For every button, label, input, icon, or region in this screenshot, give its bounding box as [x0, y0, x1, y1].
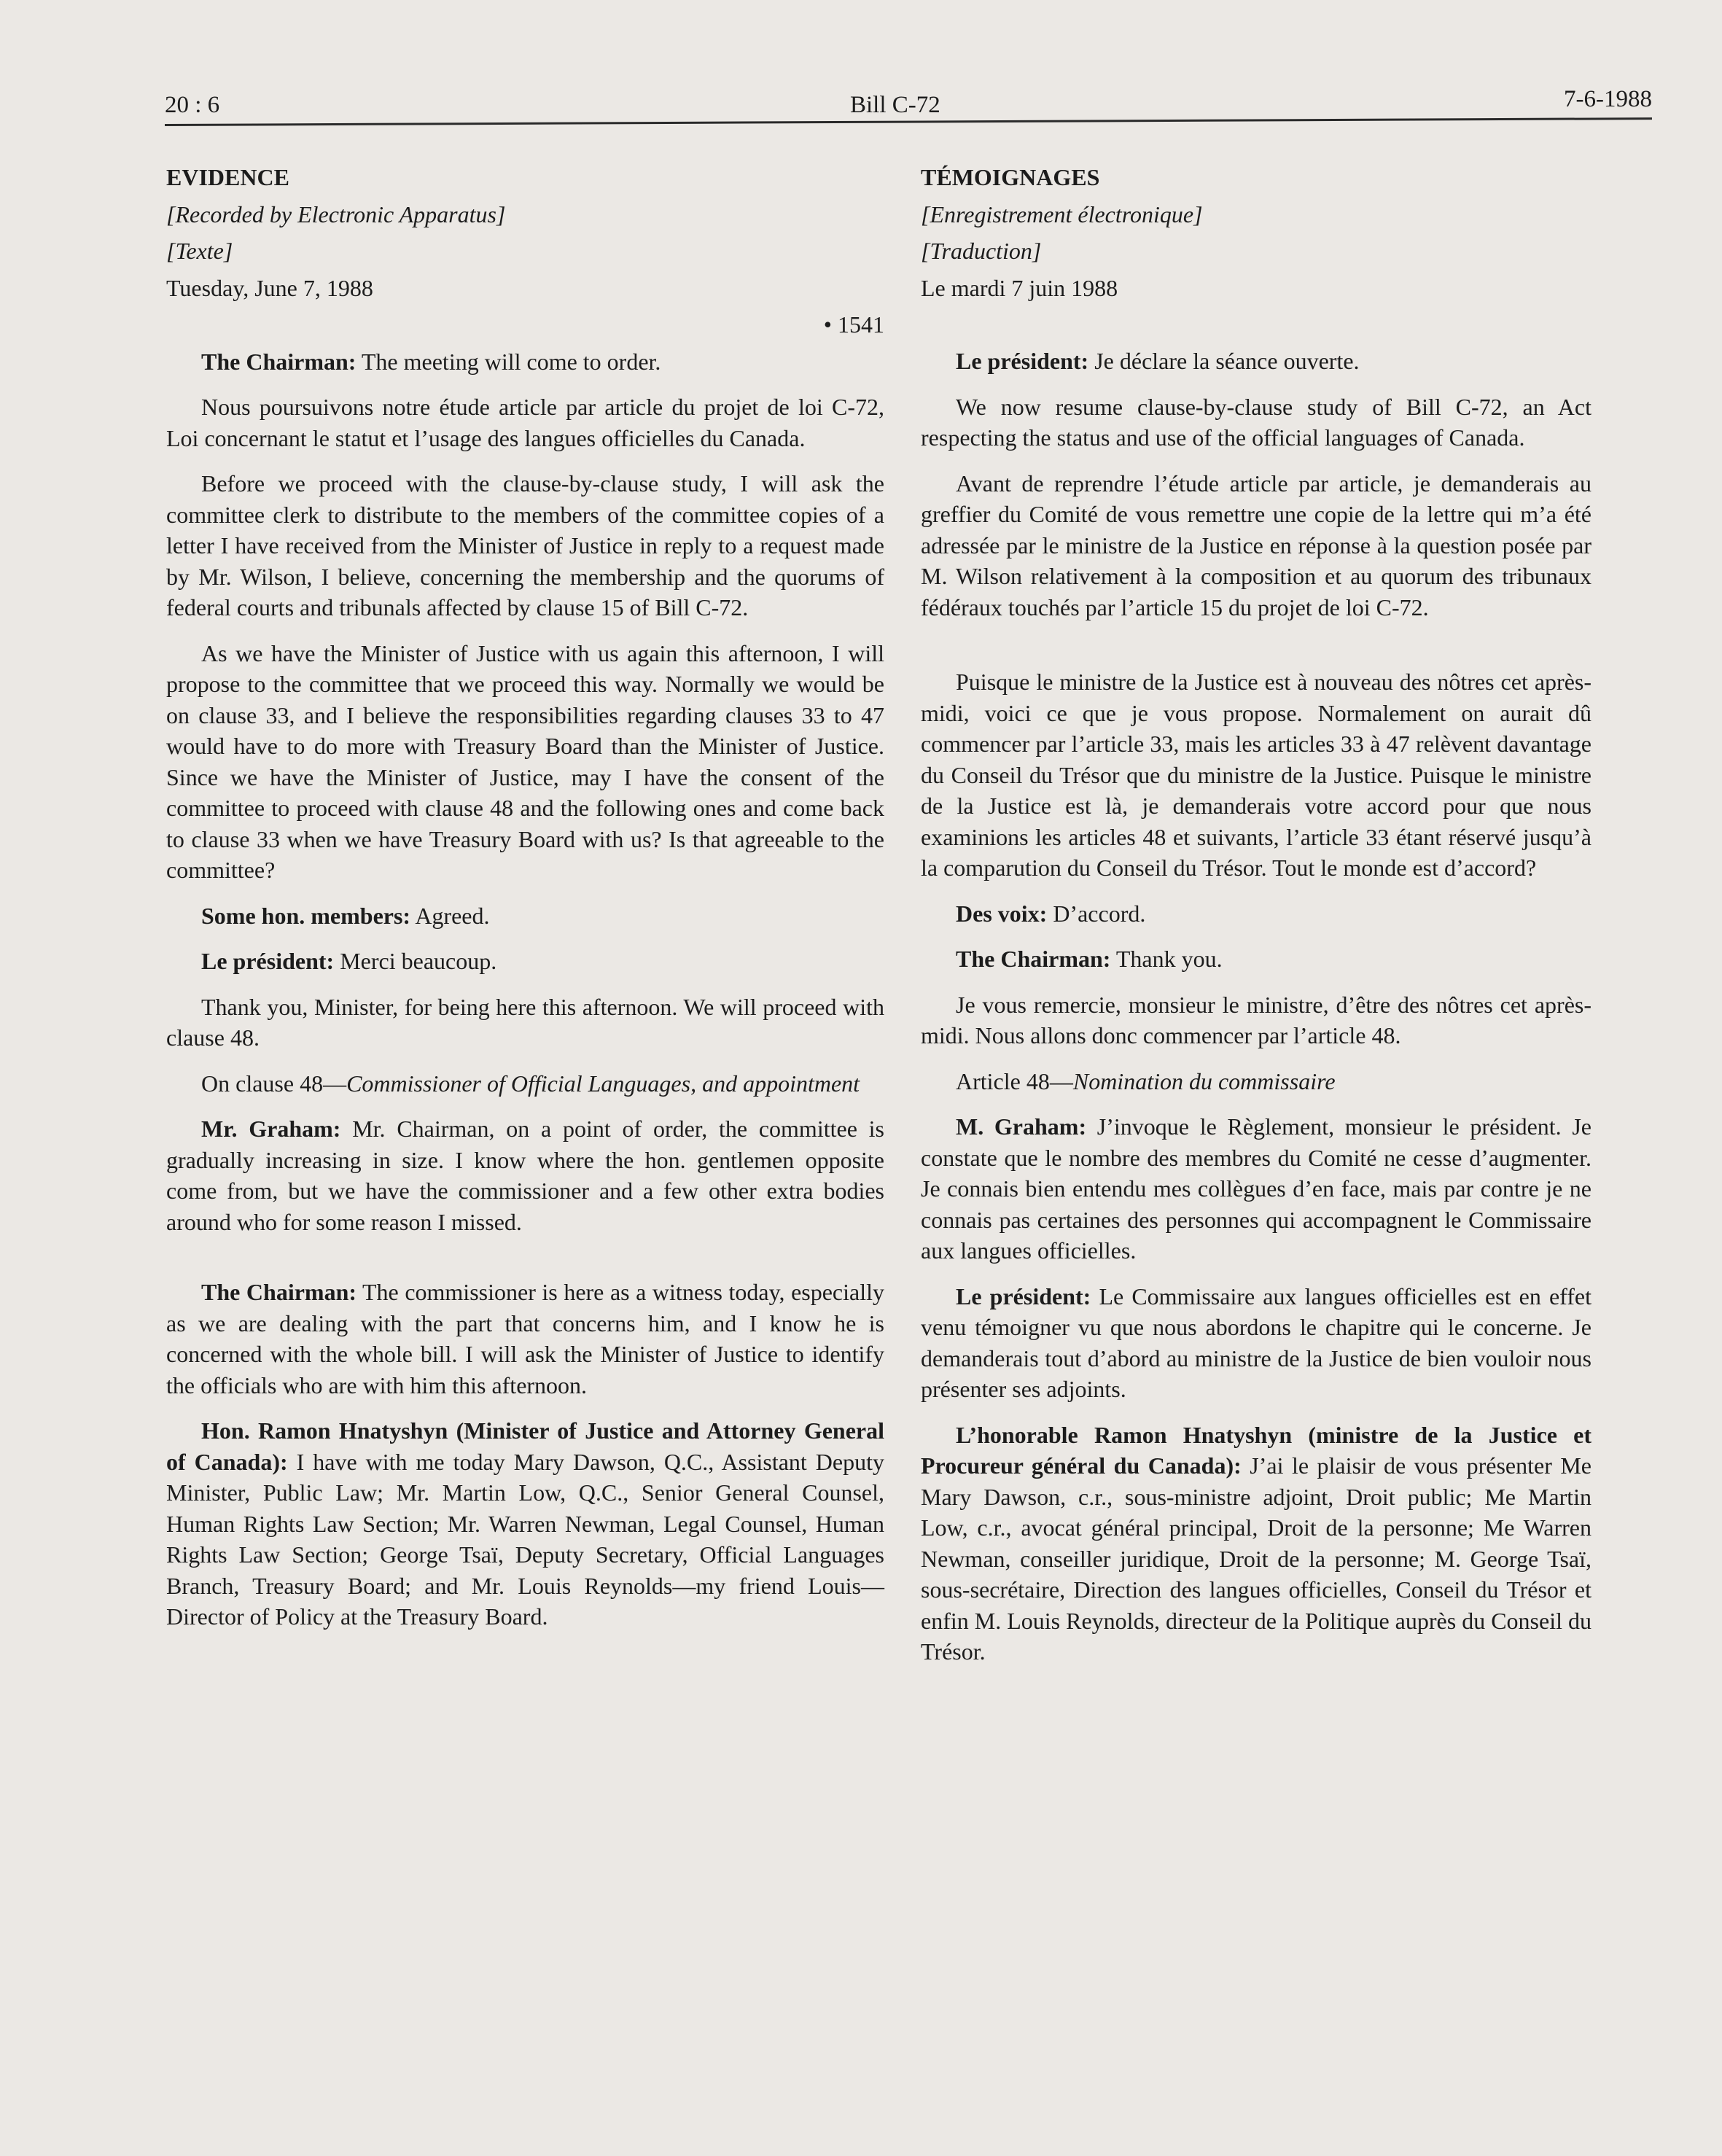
speech-text: Thank you.	[1110, 946, 1223, 972]
recording-note: [Enregistrement électronique]	[921, 201, 1203, 227]
speech-text: Le Commissaire aux langues officielles est en effet venu témoigner vu que nous abordons le chapitre qui le concerne. Je demanderais tout d’abord au ministre de la Justice de bien vouloir nous présenter ses adjoints.	[921, 1283, 1592, 1402]
paragraph	[166, 346, 884, 378]
paragraph	[921, 943, 1592, 975]
language-note: [Traduction]	[921, 238, 1042, 264]
speaker-name: The Chairman:	[956, 946, 1111, 972]
speech-text: Agreed.	[410, 902, 490, 929]
clause-heading	[921, 1066, 1592, 1097]
paragraph	[921, 1111, 1592, 1266]
speaker-name: Le président:	[956, 348, 1089, 374]
clause-prefix: On clause 48—	[201, 1070, 347, 1097]
speech-text: J’ai le plaisir de vous présenter Me Mary Dawson, c.r., sous-ministre adjoint, Droit public; Me Martin Low, c.r., avocat général principal, Droit de la personne; Me Warren Newman, conseiller juridique, Droit de la personne; M. George Tsaï, sous-secrétaire, Direction des langues officielles, Conseil du Trésor et enfin M. Louis Reynolds, directeur de la Politique auprès du Conseil du Trésor.	[921, 1452, 1592, 1665]
paragraph	[166, 900, 884, 932]
speech-text: Je déclare la séance ouverte.	[1088, 348, 1360, 374]
speaker-name: Mr. Graham:	[201, 1116, 341, 1142]
speech-text: I have with me today Mary Dawson, Q.C., Assistant Deputy Minister, Public Law; Mr. Martin Low, Q.C., Senior General Counsel, Human Rights Law Section; Mr. Warren Newman, Legal Counsel, Human Rights Law Section; George Tsaï, Deputy Secretary, Official Languages Branch, Treasury Board; and Mr. Louis Reynolds—my friend Louis—Director of Policy at the Treasury Board.	[166, 1448, 885, 1630]
paragraph: Puisque le ministre de la Justice est à nouveau des nôtres cet après-midi, voici ce que je vous propose. Normalement on aurait dû commencer par l’article 33, mais les articles 33 à 47 relèvent davantage du Conseil du Trésor que du ministre de la Justice. Puisque le ministre de la Justice est là, je demanderais votre accord pour que nous examinions les articles 48 et suivants, l’article 33 étant réservé jusqu’à la comparution du Conseil du Trésor. Tout le monde est d’accord?	[921, 669, 1592, 881]
paragraph	[166, 946, 884, 977]
speech-text: The meeting will come to order.	[356, 348, 661, 375]
paragraph	[166, 1415, 884, 1632]
sitting-date: Le mardi 7 juin 1988	[921, 274, 1118, 301]
page-number: 20 : 6	[165, 92, 220, 118]
clause-prefix: Article 48—	[956, 1067, 1073, 1094]
paragraph	[921, 346, 1592, 377]
speech-text: J’invoque le Règlement, monsieur le président. Je constate que le nombre des membres du Comité ne cesse d’augmenter. Je connais bien entendu mes collègues d’en face, mais par contre je ne connais pas certaines des personnes qui accompagnent le Commissaire aux langues officielles.	[921, 1113, 1592, 1264]
clause-title: Commissioner of Official Languages, and appointment	[346, 1070, 860, 1097]
speaker-name: Some hon. members:	[201, 902, 411, 929]
paragraph	[921, 898, 1592, 930]
speech-text: Merci beaucoup.	[334, 948, 497, 974]
section-title: TÉMOIGNAGES	[921, 164, 1100, 190]
recording-note: [Recorded by Electronic Apparatus]	[166, 201, 506, 227]
speaker-name: Des voix:	[956, 900, 1048, 927]
speaker-name: Le président:	[956, 1283, 1091, 1309]
paragraph: We now resume clause-by-clause study of Bill C-72, an Act respecting the status and use of the official languages of Canada.	[921, 393, 1592, 451]
speech-text: Mr. Chairman, on a point of order, the committee is gradually increasing in size. I know where the hon. gentlemen opposite come from, but we have the commissioner and a few other extra bodies around who for some reason I missed.	[166, 1116, 884, 1235]
speaker-name: L’honorable Ramon Hnatyshyn (ministre de la Justice et Procureur général du Canada):	[921, 1421, 1592, 1479]
clause-heading	[166, 1068, 884, 1100]
paragraph: Before we proceed with the clause-by-clause study, I will ask the committee clerk to distribute to the members of the committee copies of a letter I have received from the Minister of Justice in reply to a request made by Mr. Wilson, I believe, concerning the membership and the quorums of federal courts and tribunals affected by clause 15 of Bill C-72.	[166, 470, 884, 620]
paragraph: Thank you, Minister, for being here this afternoon. We will proceed with clause 48.	[166, 993, 884, 1051]
speaker-name: The Chairman:	[201, 348, 357, 375]
paragraph: Nous poursuivons notre étude article par article du projet de loi C-72, Loi concernant le statut et l’usage des langues officielles du Canada.	[166, 394, 884, 451]
paragraph: Je vous remercie, monsieur le ministre, d’être des nôtres cet après-midi. Nous allons donc commencer par l’article 48.	[921, 991, 1592, 1048]
speech-text: D’accord.	[1047, 900, 1146, 927]
paragraph	[921, 1281, 1592, 1405]
time-marker: • 1541	[823, 311, 884, 338]
speaker-name: Hon. Ramon Hnatyshyn (Minister of Justice and Attorney General of Canada):	[166, 1417, 884, 1475]
language-note: [Texte]	[166, 238, 233, 264]
speech-text: The commissioner is here as a witness today, especially as we are dealing with the part that concerns him, and I know he is concerned with the whole bill. I will ask the Minister of Justice to identify the officials who are with him this afternoon.	[166, 1279, 884, 1398]
english-column	[166, 162, 884, 1647]
french-column	[921, 162, 1592, 1682]
paragraph	[921, 1420, 1592, 1667]
clause-title: Nomination du commissaire	[1072, 1067, 1336, 1094]
speaker-name: Le président:	[201, 948, 335, 974]
paragraph	[166, 1277, 884, 1401]
paragraph: Avant de reprendre l’étude article par article, je demanderais au greffier du Comité de vous remettre une copie de la lettre qui m’a été adressée par le ministre de la Justice en réponse à la question posée par M. Wilson relativement à la composition et au quorum des tribunaux fédéraux touchés par l’article 15 du projet de loi C-72.	[921, 470, 1592, 620]
paragraph: As we have the Minister of Justice with us again this afternoon, I will propose to the committee that we proceed this way. Normally we would be on clause 33, and I believe the responsibilities regarding clauses 33 to 47 would have to do more with Treasury Board than the Minister of Justice. Since we have the Minister of Justice, may I have the consent of the committee to proceed with clause 48 and the following ones and come back to clause 33 when we have Treasury Board with us? Is that agreeable to the committee?	[166, 639, 884, 883]
sitting-date: Tuesday, June 7, 1988	[166, 274, 373, 301]
bill-title: Bill C-72	[850, 92, 940, 118]
speaker-name: The Chairman:	[201, 1279, 357, 1305]
header-date: 7-6-1988	[1564, 86, 1652, 112]
speaker-name: M. Graham:	[956, 1113, 1087, 1140]
paragraph	[166, 1113, 884, 1237]
section-title: EVIDENCE	[166, 164, 289, 190]
